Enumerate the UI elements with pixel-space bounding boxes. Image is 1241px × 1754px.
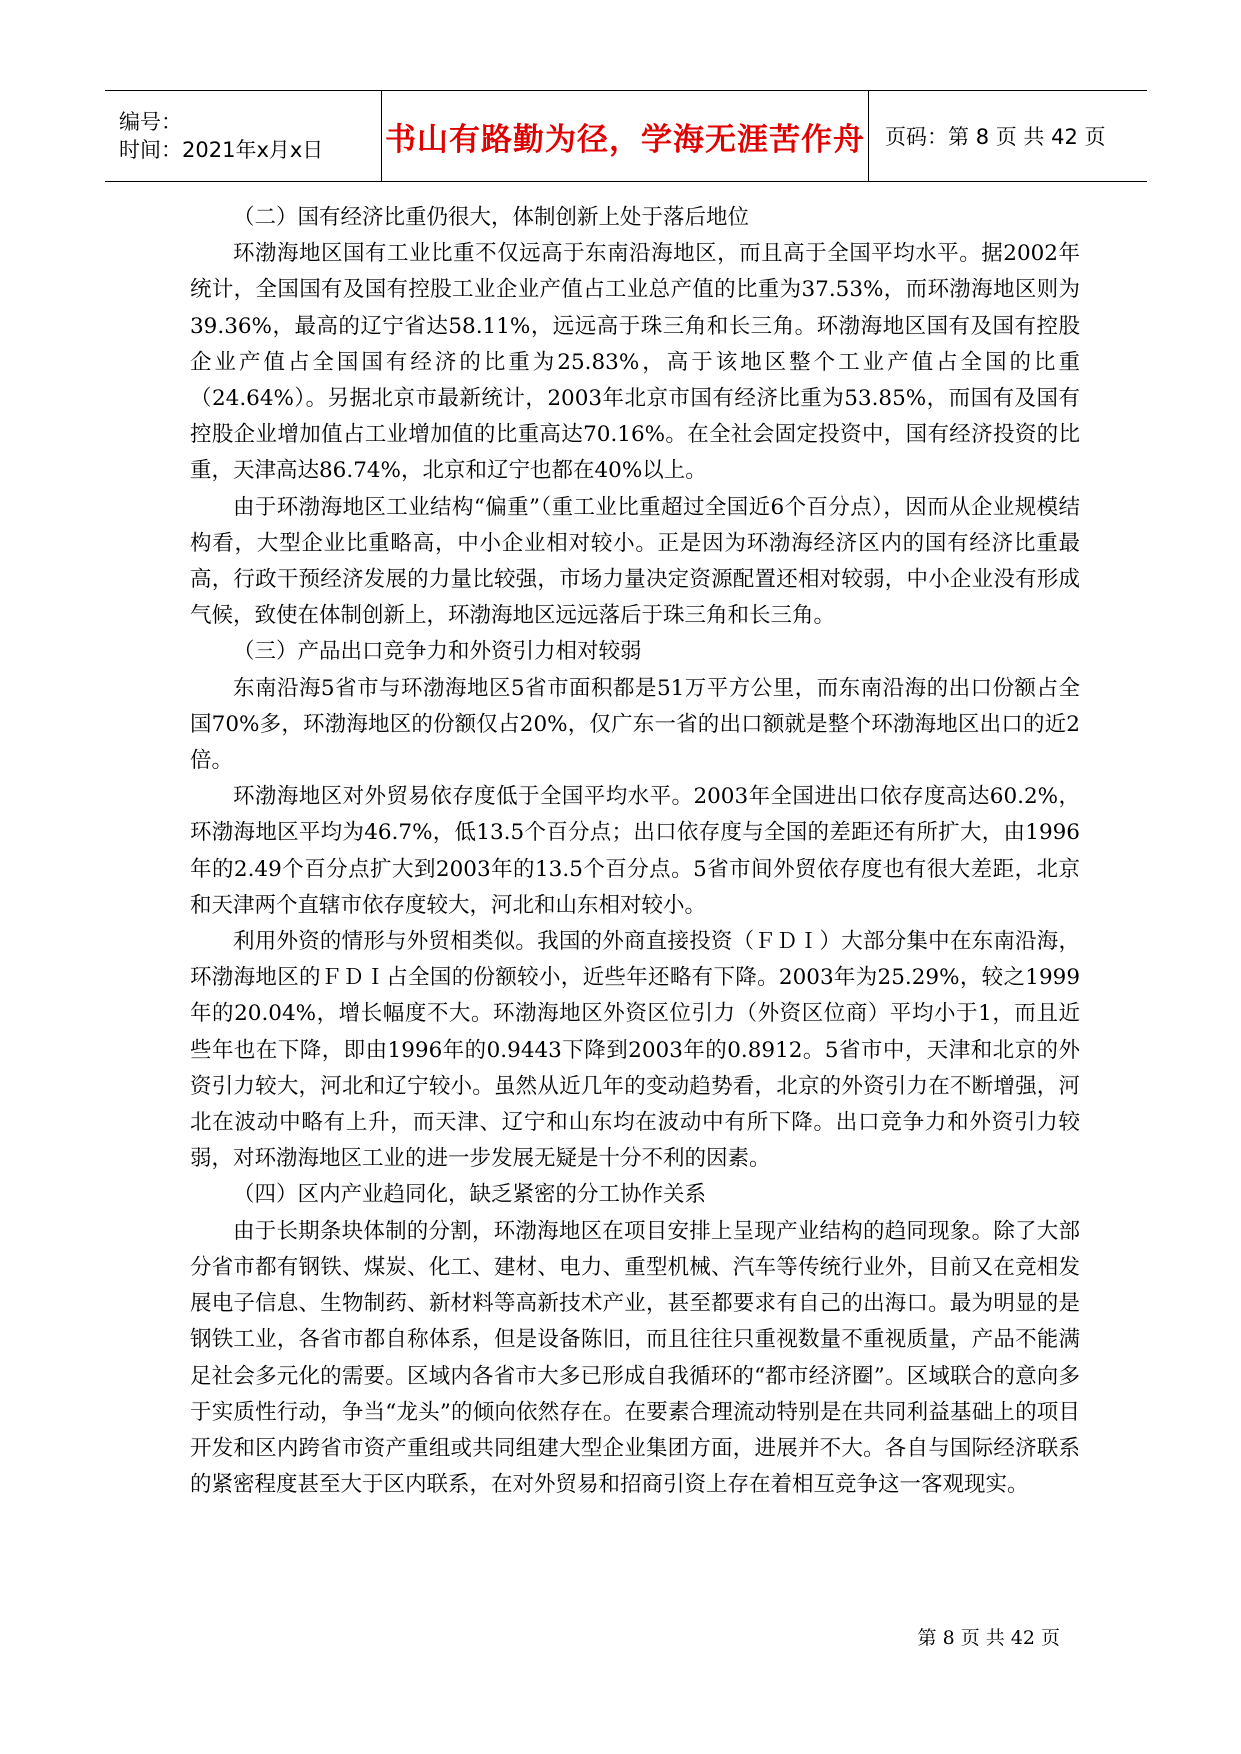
header-page-cell: [869, 91, 1148, 182]
header-page-mid: 页 共: [995, 125, 1045, 149]
body-paragraph: 利用外资的情形与外贸相类似。我国的外商直接投资（ＦＤＩ）大部分集中在东南沿海，环渤海地区的ＦＤＩ占全国的份额较小，近些年还略有下降。2003年为25.29%，较之1999年的20.04%，增长幅度不大。环渤海地区外资区位引力（外资区位商）平均小于1，而且近些年也在下降，即由1996年的0.9443下降到2003年的0.8912。5省市中，天津和北京的外资引力较大，河北和辽宁较小。虽然从近几年的变动趋势看，北京的外资引力在不断增强，河北在波动中略有上升，而天津、辽宁和山东均在波动中有所下降。出口竞争力和外资引力较弱，对环渤海地区工业的进一步发展无疑是十分不利的因素。: [190, 929, 1080, 1172]
body-paragraph: 由于环渤海地区工业结构“偏重”（重工业比重超过全国近6个百分点），因而从企业规模结构看，大型企业比重略高，中小企业相对较小。正是因为环渤海经济区内的国有经济比重最高，行政干预经济发展的力量比较强，市场力量决定资源配置还相对较弱，中小企业没有形成气候，致使在体制创新上，环渤海地区远远落后于珠三角和长三角。: [190, 494, 1080, 629]
header-meta-cell: [105, 91, 382, 182]
body-paragraph: 由于长期条块体制的分割，环渤海地区在项目安排上呈现产业结构的趋同现象。除了大部分省市都有钢铁、煤炭、化工、建材、电力、重型机械、汽车等传统行业外，目前又在竞相发展电子信息、生物制药、新材料等高新技术产业，甚至都要求有自己的出海口。最为明显的是钢铁工业，各省市都自称体系，但是设备陈旧，而且往往只重视数量不重视质量，产品不能满足社会多元化的需要。区域内各省市大多已形成自我循环的“都市经济圈”。区域联合的意向多于实质性行动，争当“龙头”的倾向依然存在。在要素合理流动特别是在共同利益基础上的项目开发和区内跨省市资产重组或共同组建大型企业集团方面，进展并不大。各自与国际经济联系的紧密程度甚至大于区内联系，在对外贸易和招商引资上存在着相互竞争这一客观现实。: [190, 1218, 1080, 1498]
header-motto: 书山有路勤为径，学海无涯苦作舟: [382, 91, 869, 182]
body-paragraph: 东南沿海5省市与环渤海地区5省市面积都是51万平方公里，而东南沿海的出口份额占全国70%多，环渤海地区的份额仅占20%，仅广东一省的出口额就是整个环渤海地区出口的近2倍。: [190, 675, 1080, 774]
document-body: [190, 200, 1080, 1503]
section-heading-4: （四）区内产业趋同化，缺乏紧密的分工协作关系: [233, 1182, 707, 1208]
section-heading-2: （二）国有经济比重仍很大，体制创新上处于落后地位: [233, 205, 750, 230]
document-number-label: 编号：: [119, 110, 182, 134]
page-footer: 第 8 页 共 42 页: [917, 1627, 1060, 1649]
body-paragraph: 环渤海地区国有工业比重不仅远高于东南沿海地区，而且高于全国平均水平。据2002年统计，全国国有及国有控股工业企业产值占工业总产值的比重为37.53%，而环渤海地区则为39.36%，最高的辽宁省达58.11%，远远高于珠三角和长三角。环渤海地区国有及国有控股企业产值占全国国有经济的比重为25.83%，高于该地区整个工业产值占全国的比重（24.64%）。另据北京市最新统计，2003年北京市国有经济比重为53.85%，而国有及国有控股企业增加值占工业增加值的比重高达70.16%。在全社会固定投资中，国有经济投资的比重，天津高达86.74%，北京和辽宁也都在40%以上。: [190, 241, 1080, 484]
section-heading-3: （三）产品出口竞争力和外资引力相对较弱: [233, 639, 642, 665]
document-header: [105, 90, 1147, 182]
header-page-end: 页: [1084, 125, 1106, 149]
header-page-total: 42: [1051, 125, 1078, 149]
document-time-label: 时间：2021年x月x日: [119, 138, 324, 162]
header-page-label: 页码：第: [885, 125, 969, 149]
body-paragraph: 环渤海地区对外贸易依存度低于全国平均水平。2003年全国进出口依存度高达60.2%，环渤海地区平均为46.7%，低13.5个百分点；出口依存度与全国的差距还有所扩大，由1996年的2.49个百分点扩大到2003年的13.5个百分点。5省市间外贸依存度也有很大差距，北京和天津两个直辖市依存度较大，河北和山东相对较小。: [190, 784, 1080, 918]
header-page-number: 8: [975, 125, 990, 149]
